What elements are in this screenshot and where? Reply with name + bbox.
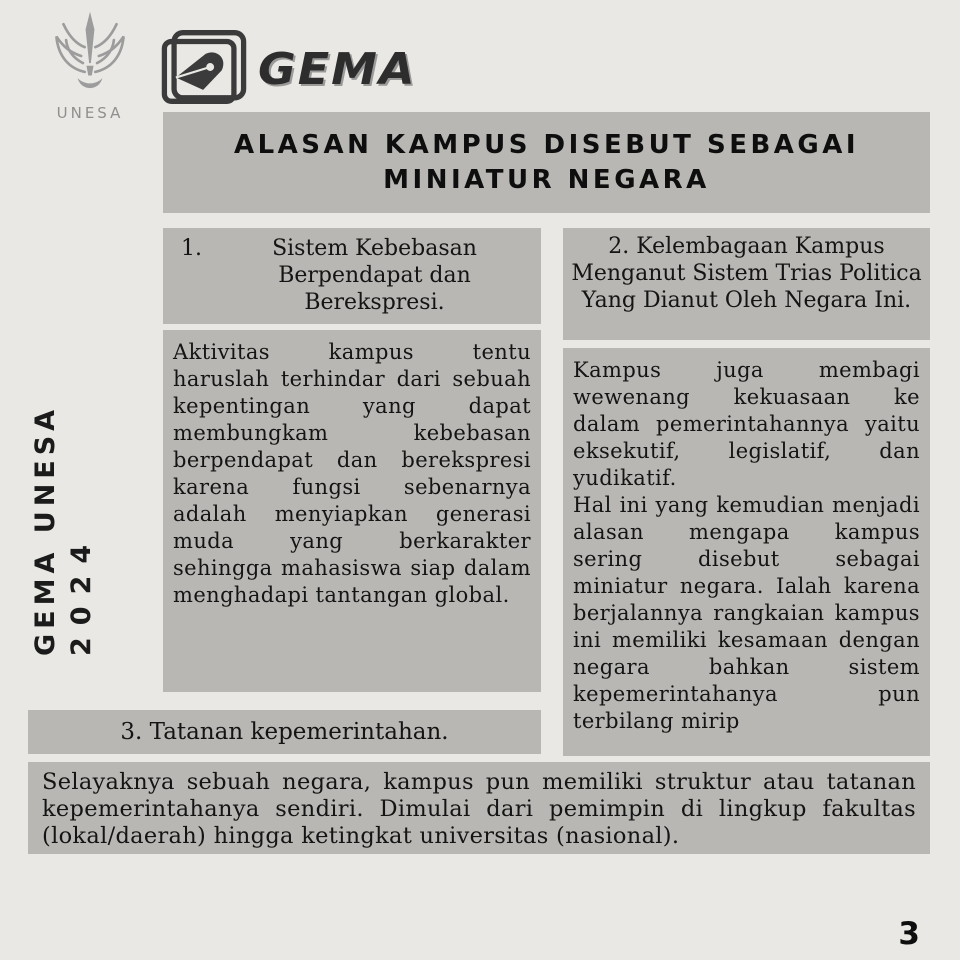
section3-body: Selayaknya sebuah negara, kampus pun memiliki struktur atau tatanan kepemerintahanya sendiri. Dimulai dari pemimpin di lingkup fakultas (lokal/daerah) hingga ketingkat universitas (nasional). bbox=[28, 762, 930, 854]
sidebar-text-line1: GEMA UNESA bbox=[30, 404, 61, 656]
sidebar-text-line2: 2024 bbox=[66, 532, 97, 656]
gema-pen-nib-icon bbox=[160, 28, 248, 110]
gema-wordmark: GEMA bbox=[258, 43, 417, 95]
section1-heading bbox=[163, 228, 541, 324]
page-number: 3 bbox=[898, 916, 920, 952]
section1-body: Aktivitas kampus tentu haruslah terhindar dari sebuah kepentingan yang dapat membungkam kebebasan berpendapat dan berekspresi karena fungsi sebenarnya adalah menyiapkan generasi muda yang berkarakter sehingga mahasiswa siap dalam menghadapi tantangan global. bbox=[163, 330, 541, 692]
page-title-line1: ALASAN KAMPUS DISEBUT SEBAGAI bbox=[233, 129, 860, 160]
page-title-line2: MINIATUR NEGARA bbox=[383, 164, 710, 195]
section2-body bbox=[563, 348, 930, 756]
section2-heading: 2. Kelembagaan Kampus Menganut Sistem Trias Politica Yang Dianut Oleh Negara Ini. bbox=[563, 228, 930, 340]
section1-number: 1. bbox=[181, 236, 202, 261]
section2-paragraph-2: Hal ini yang kemudian menjadi alasan mengapa kampus sering disebut sebagai miniatur negara. Ialah karena berjalannya rangkaian kampus ini memiliki kesamaan dengan negara bahkan sistem kepemerintahanya pun terbilang mirip bbox=[573, 493, 920, 733]
unesa-logo-label: UNESA bbox=[56, 104, 124, 122]
section1-heading-text: Sistem Kebebasan Berpendapat dan Berekspresi. bbox=[272, 236, 477, 315]
unesa-logo bbox=[40, 10, 140, 122]
sidebar-vertical-text bbox=[28, 404, 100, 656]
section2-paragraph-1: Kampus juga membagi wewenang kekuasaan ke dalam pemerintahannya yaitu eksekutif, legislatif, dan yudikatif. bbox=[573, 358, 920, 490]
gema-logo bbox=[160, 28, 417, 110]
page-title bbox=[163, 112, 930, 213]
section3-heading: 3. Tatanan kepemerintahan. bbox=[28, 710, 541, 754]
